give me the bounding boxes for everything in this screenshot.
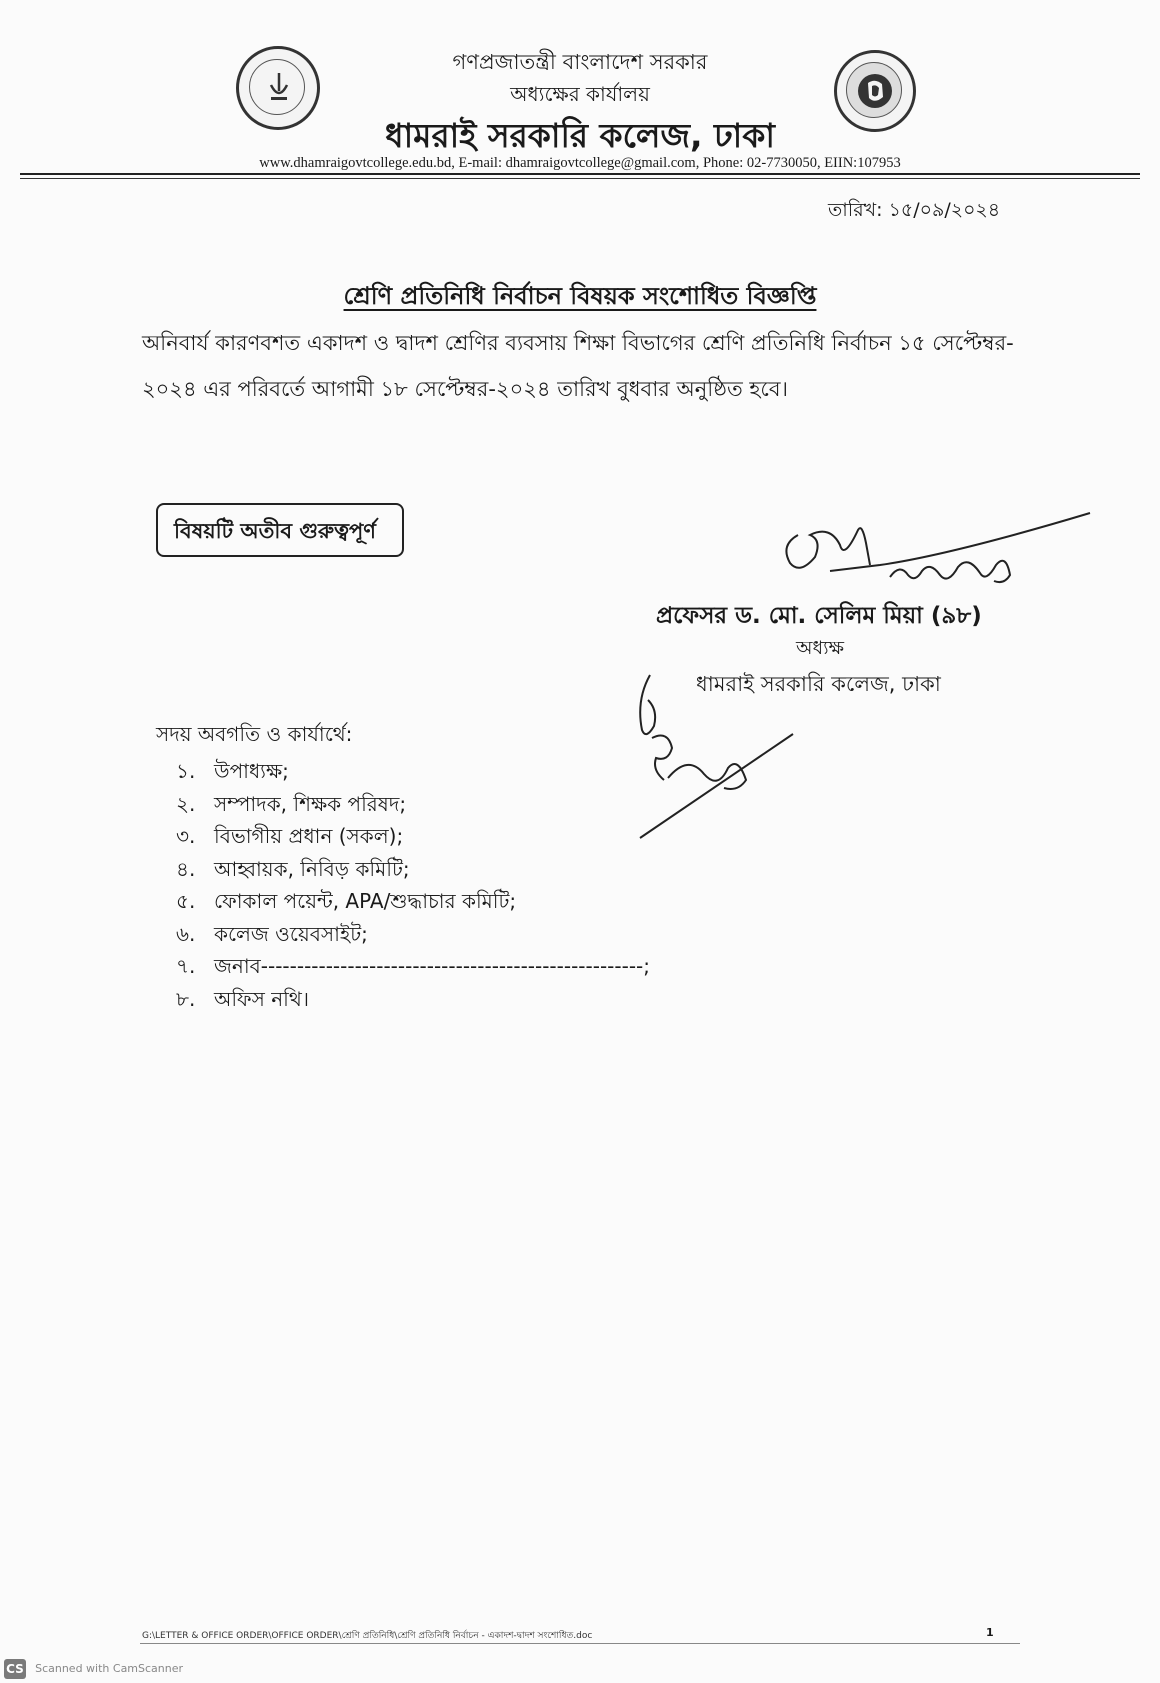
office-name: অধ্যক্ষের কার্যালয় xyxy=(510,82,650,106)
distribution-item-text: সম্পাদক, শিক্ষক পরিষদ; xyxy=(214,791,407,816)
distribution-item xyxy=(176,853,410,885)
distribution-item-text: কলেজ ওয়েবসাইট; xyxy=(214,921,368,946)
notice-body xyxy=(142,320,1042,412)
distribution-item-number: ৮. xyxy=(176,986,196,1011)
distribution-item-number: ১. xyxy=(176,759,196,783)
contact-line: www.dhamraigovtcollege.edu.bd, E-mail: dhamraigovtcollege@gmail.com, Phone: 02-7730050, EIIN:107953 xyxy=(259,155,901,171)
principal-signature xyxy=(770,505,1100,595)
distribution-item xyxy=(176,918,368,950)
header-rule-top xyxy=(20,173,1140,175)
distribution-item xyxy=(176,885,516,917)
initials-signature xyxy=(628,670,798,845)
distribution-item-text: ফোকাল পয়েন্ট, APA/শুদ্ধাচার কমিটি; xyxy=(214,889,517,913)
distribution-item-number: ৫. xyxy=(176,889,196,913)
distribution-item-text: উপাধ্যক্ষ; xyxy=(214,759,289,783)
camscanner-text: Scanned with CamScanner xyxy=(35,1662,184,1675)
signatory-designation: অধ্যক্ষ xyxy=(796,637,845,659)
important-notice-box xyxy=(156,503,404,557)
notice-date: তারিখ: ১৫/০৯/২০২৪ xyxy=(828,199,1001,221)
distribution-item xyxy=(176,820,403,852)
important-notice-text: বিষয়টি অতীব গুরুত্বপূর্ণ xyxy=(174,519,376,543)
distribution-item-number: ২. xyxy=(176,791,196,816)
notice-body-line-2: ২০২৪ এর পরিবর্তে আগামী ১৮ সেপ্টেম্বর-২০২৪ তারিখ বুধবার অনুষ্ঠিত হবে। xyxy=(142,377,789,401)
distribution-item-number: ৭. xyxy=(176,954,196,978)
distribution-item xyxy=(176,983,309,1015)
camscanner-logo: CS xyxy=(4,1659,26,1679)
distribution-item-text: বিভাগীয় প্রধান (সকল); xyxy=(214,824,404,848)
signatory-name: প্রফেসর ড. মো. সেলিম মিয়া (৯৮) xyxy=(656,603,982,629)
distribution-item xyxy=(176,755,289,787)
distribution-item xyxy=(176,950,650,982)
distribution-item-number: ৩. xyxy=(176,824,196,848)
footer-page-number: 1 xyxy=(986,1626,994,1639)
distribution-heading: সদয় অবগতি ও কার্যার্থে: xyxy=(156,722,353,746)
distribution-item-text: আহ্বায়ক, নিবিড় কমিটি; xyxy=(214,856,410,881)
camscanner-watermark xyxy=(4,1658,183,1680)
footer-file-path: G:\LETTER & OFFICE ORDER\OFFICE ORDER\শ্রেণি প্রতিনিধি\শ্রেণি প্রতিনিধি নির্বাচন - একাদশ-দ্বাদশ সংশোধিত.doc xyxy=(142,1631,593,1641)
signatory-institution: ধামরাই সরকারি কলেজ, ঢাকা xyxy=(696,672,941,696)
notice-title: শ্রেণি প্রতিনিধি নির্বাচন বিষয়ক সংশোধিত বিজ্ঞপ্তি xyxy=(343,282,817,310)
footer-rule xyxy=(140,1643,1020,1644)
distribution-item-text: অফিস নথি। xyxy=(214,986,309,1011)
notice-body-line-1: অনিবার্য কারণবশত একাদশ ও দ্বাদশ শ্রেণির ব্যবসায় শিক্ষা বিভাগের শ্রেণি প্রতিনিধি নির্বাচন ১৫ সেপ্টেম্বর- xyxy=(142,331,1014,355)
distribution-item-number: ৪. xyxy=(176,856,196,881)
distribution-item-text: জনাব-----------------------------------------------------; xyxy=(214,954,650,978)
government-name: গণপ্রজাতন্ত্রী বাংলাদেশ সরকার xyxy=(452,50,708,74)
distribution-item-number: ৬. xyxy=(176,921,196,946)
college-name: ধামরাই সরকারি কলেজ, ঢাকা xyxy=(385,116,775,155)
header-rule-bottom xyxy=(20,178,1140,179)
distribution-item xyxy=(176,788,406,820)
